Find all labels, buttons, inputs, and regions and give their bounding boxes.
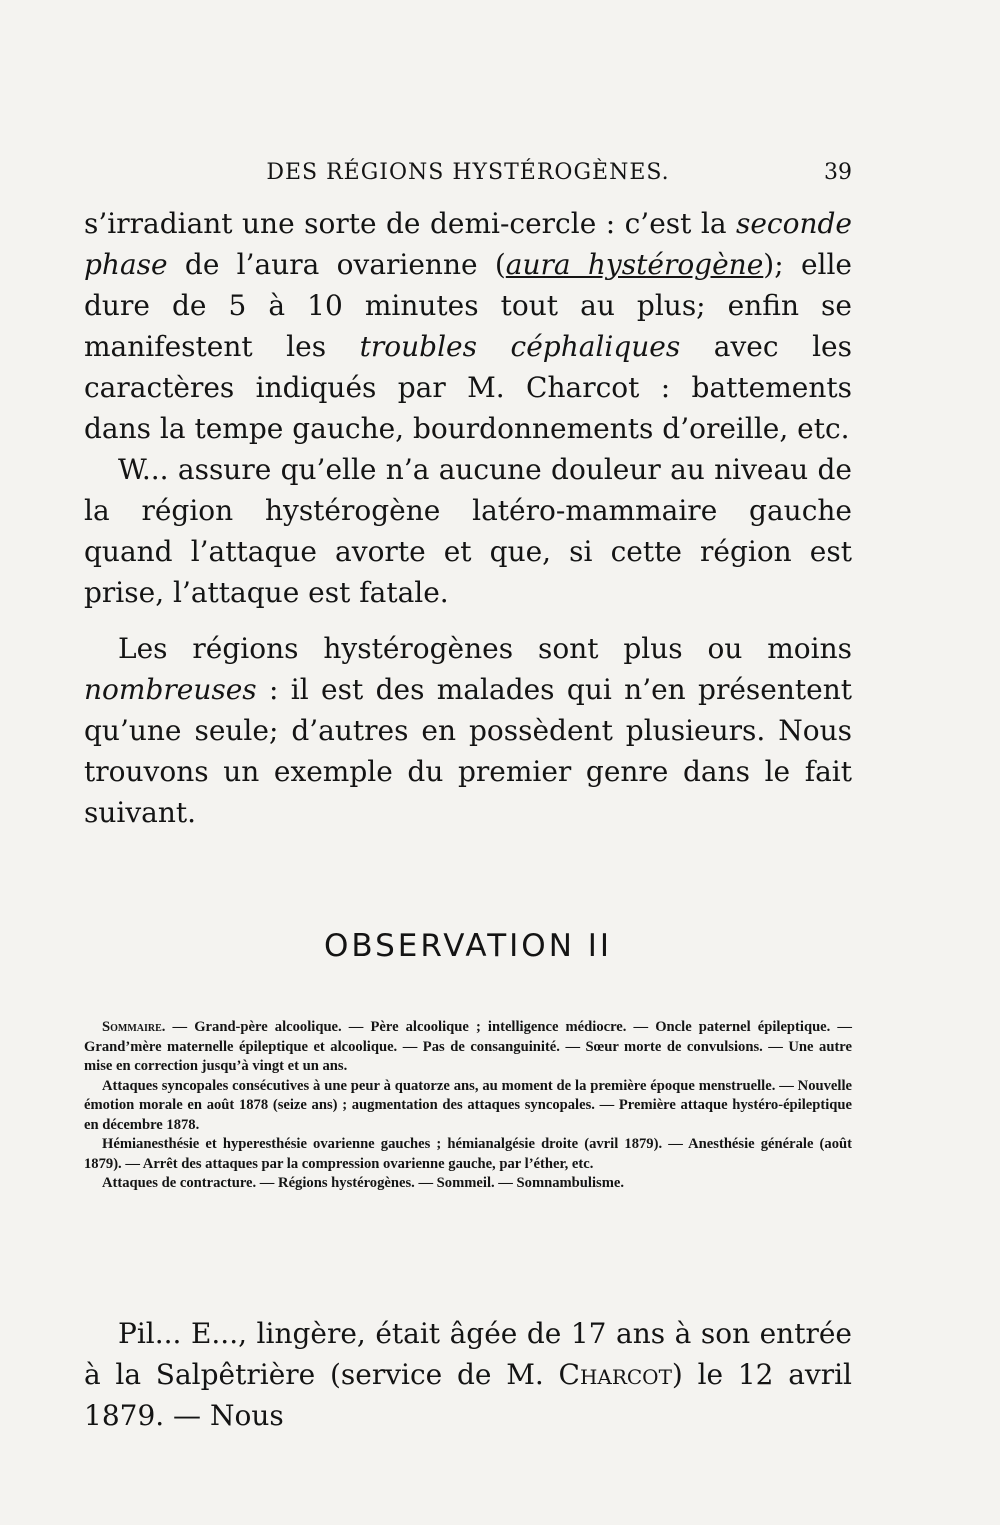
author-name: Charcot [558,1358,672,1391]
observation-title: OBSERVATION II [323,928,613,964]
summary-paragraph: Hémianesthésie et hyperesthésie ovarienne gauches ; hémianalgésie droite (avril 1879). — Anesthésie générale (août 1879). — Arrêt des attaques par la compression ovarienne gauche, par l’éther, etc. [84,1136,852,1172]
running-title: DES RÉGIONS HYSTÉROGÈNES. [266,160,670,185]
page-number: 39 [824,160,852,185]
summary-label: Sommaire [102,1019,162,1035]
running-head [84,160,852,190]
summary-paragraph: Attaques de contracture. — Régions hystérogènes. — Sommeil. — Somnambulisme. [102,1175,624,1191]
summary-paragraph: Attaques syncopales consécutives à une peur à quatorze ans, au moment de la première époque menstruelle. — Nouvelle émotion morale en août 1878 (seize ans) ; augmentation des attaques syncopales. — Première attaque hystéro-épileptique en décembre 1878. [84,1077,852,1133]
paragraph-2: W... assure qu’elle n’a aucune douleur au niveau de la région hystérogène latéro-mammaire gauche quand l’attaque avorte et que, si cette région est prise, l’attaque est fatale. [84,453,852,609]
observation-summary [84,1018,852,1194]
italic-phrase: aura hystérogène [505,248,764,281]
paragraph-3: Les régions hystérogènes sont plus ou moins nombreuses : il est des malades qui n’en présentent qu’une seule; d’autres en possèdent plusieurs. Nous trouvons un exemple du premier genre dans le fait suivant. [84,632,852,829]
paragraph-4: Pil... E..., lingère, était âgée de 17 ans à son entrée à la Salpêtrière (service de M. Charcot) le 12 avril 1879. — Nous [84,1317,852,1432]
paragraph-1: s’irradiant une sorte de demi-cercle : c’est la seconde phase de l’aura ovarienne (aura hystérogène); elle dure de 5 à 10 minutes tout au plus; enfin se manifestent les troubles céphaliques avec les caractères indiqués par M. Charcot : battements dans la tempe gauche, bourdonnements d’oreille, etc. [84,207,853,445]
italic-phrase: seconde phase [84,207,852,281]
case-text [84,1313,852,1436]
italic-phrase: nombreuses [84,673,257,706]
italic-phrase: troubles céphaliques [359,330,681,363]
body-text [84,203,852,833]
summary-paragraph: Sommaire. — Grand-père alcoolique. — Père alcoolique ; intelligence médiocre. — Oncle paternel épileptique. — Grand’mère maternelle épileptique et alcoolique. — Pas de consanguinité. — Sœur morte de convulsions. — Une autre mise en correction jusqu’à vingt et un ans. [84,1019,852,1074]
